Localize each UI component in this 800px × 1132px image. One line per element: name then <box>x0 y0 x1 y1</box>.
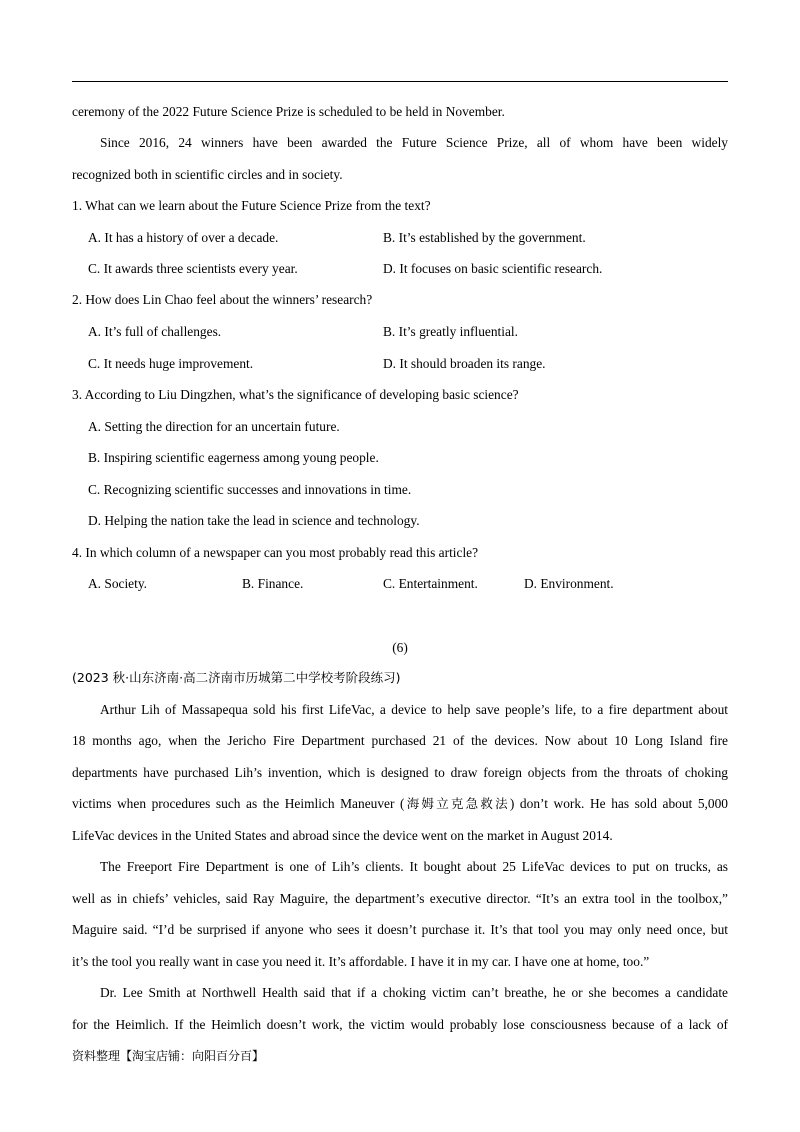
q4-option-c: C. Entertainment. <box>383 576 478 591</box>
page-footer: 资料整理【淘宝店铺：向阳百分百】 <box>72 1049 265 1063</box>
chinese-gloss: 海姆立克急救法 <box>404 796 510 811</box>
q1-option-c: C. It awards three scientists every year. <box>88 261 298 276</box>
passage6-line: well as in chiefs’ vehicles, said Ray Maguire, the department’s executive director. “It’s an extra tool in the toolbox,” <box>72 891 728 906</box>
q4-option-a: A. Society. <box>88 576 148 591</box>
q2-option-d: D. It should broaden its range. <box>383 356 546 371</box>
passage-number: (6) <box>392 640 408 655</box>
passage5-line: ceremony of the 2022 Future Science Prize is scheduled to be held in November. <box>72 104 505 119</box>
passage6-line: Arthur Lih of Massapequa sold his first LifeVac, a device to help save people’s life, to a fire department about <box>100 702 728 717</box>
header-rule <box>72 81 728 82</box>
q2-option-a: A. It’s full of challenges. <box>88 324 222 339</box>
passage6-line: it’s the tool you really want in case you need it. It’s affordable. I have it in my car. I have one at home, too.” <box>72 954 650 969</box>
passage6-line: LifeVac devices in the United States and abroad since the device went on the market in August 2014. <box>72 828 613 843</box>
passage6-line: The Freeport Fire Department is one of Lih’s clients. It bought about 25 LifeVac devices to put on trucks, as <box>100 859 728 874</box>
q2-option-c: C. It needs huge improvement. <box>88 356 254 371</box>
passage6-line: victims when procedures such as the Heimlich Maneuver (海姆立克急救法) don’t work. He has sold about 5,000 <box>72 796 728 811</box>
q3-option-a: A. Setting the direction for an uncertain future. <box>88 419 340 434</box>
q1-option-b: B. It’s established by the government. <box>383 230 586 245</box>
passage6-line: 18 months ago, when the Jericho Fire Department purchased 21 of the devices. Now about 10 Long Island fire <box>72 733 728 748</box>
passage6-line: Dr. Lee Smith at Northwell Health said that if a choking victim can’t breathe, he or she becomes a candidate <box>100 985 728 1000</box>
passage5-line: Since 2016, 24 winners have been awarded the Future Science Prize, all of whom have been widely <box>100 135 728 150</box>
passage-source: (2023 秋·山东济南·高二济南市历城第二中学校考阶段练习) <box>72 670 401 685</box>
q3-option-c: C. Recognizing scientific successes and innovations in time. <box>88 482 412 497</box>
q2-option-b: B. It’s greatly influential. <box>383 324 518 339</box>
passage5-line: recognized both in scientific circles and in society. <box>72 167 343 182</box>
passage6-line: Maguire said. “I’d be surprised if anyone who sees it doesn’t purchase it. It’s that tool you may only need once, but <box>72 922 728 937</box>
question-1-stem: 1. What can we learn about the Future Science Prize from the text? <box>72 198 431 213</box>
q4-option-b: B. Finance. <box>242 576 304 591</box>
passage6-line: for the Heimlich. If the Heimlich doesn’t work, the victim would probably lose consciousness because of a lack of <box>72 1017 728 1032</box>
q1-option-d: D. It focuses on basic scientific research. <box>383 261 603 276</box>
q3-option-b: B. Inspiring scientific eagerness among young people. <box>88 450 379 465</box>
question-4-stem: 4. In which column of a newspaper can you most probably read this article? <box>72 545 479 560</box>
q3-option-d: D. Helping the nation take the lead in science and technology. <box>88 513 420 528</box>
q4-option-d: D. Environment. <box>524 576 614 591</box>
question-3-stem: 3. According to Liu Dingzhen, what’s the significance of developing basic science? <box>72 387 519 402</box>
passage6-line: departments have purchased Lih’s invention, which is designed to draw foreign objects from the throats of choking <box>72 765 728 780</box>
q1-option-a: A. It has a history of over a decade. <box>88 230 279 245</box>
question-2-stem: 2. How does Lin Chao feel about the winners’ research? <box>72 292 373 307</box>
